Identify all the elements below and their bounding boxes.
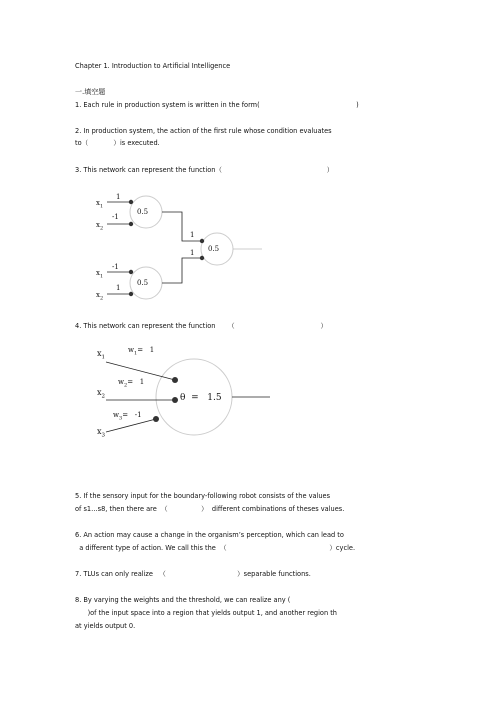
question-1: 1. Each rule in production system is written in the form( ) — [75, 101, 359, 109]
question-8-line-2: )of the input space into a region that yields output 1, and another region th — [75, 609, 337, 617]
weight-bottom-1: -1 — [112, 263, 119, 271]
input-x2-top: $x_2$ — [96, 221, 104, 232]
weight-w2: $w_2= 1$ — [118, 378, 145, 389]
question-6-line-1: 6. An action may cause a change in the organism’s perception, which can lead to — [75, 531, 344, 539]
threshold-bottom: 0.5 — [137, 279, 149, 287]
threshold-output: 0.5 — [208, 245, 220, 253]
input-x1-top: $x_1$ — [96, 199, 104, 210]
input-x2-bottom: $x_2$ — [96, 291, 104, 302]
question-2-line-1: 2. In production system, the action of the first rule whose condition evaluates — [75, 127, 332, 135]
weight-output-2: 1 — [190, 249, 195, 257]
weight-w1: $w_1= 1$ — [128, 346, 155, 357]
question-2-line-2: to（ ）is executed. — [75, 139, 160, 147]
weight-output-1: 1 — [190, 231, 195, 239]
question-8-line-1: 8. By varying the weights and the threshold, we can realize any ( — [75, 596, 291, 604]
question-7: 7. TLUs can only realize （ ）separable functions. — [75, 570, 311, 578]
weight-top-1: 1 — [116, 193, 121, 201]
question-6-line-2: a different type of action. We call this the （ ）cycle. — [75, 544, 356, 552]
input-x3: $x_3$ — [97, 427, 106, 439]
input-x2: $x_2$ — [97, 388, 106, 400]
weight-bottom-2: 1 — [116, 284, 121, 292]
input-x1: $x_1$ — [97, 349, 106, 361]
question-3: 3. This network can represent the function（ ） — [75, 166, 334, 174]
question-8-line-3: at yields output 0. — [75, 622, 136, 630]
threshold-theta: θ = 1.5 — [180, 393, 222, 403]
threshold-top: 0.5 — [137, 208, 149, 216]
question-5-line-2: of s1…s8, then there are （ ） different combinations of theses values. — [75, 505, 345, 513]
weight-w3: $w_3= -1$ — [113, 411, 142, 422]
input-x1-bottom: $x_1$ — [96, 269, 104, 280]
question-4: 4. This network can represent the function （ ） — [75, 322, 328, 330]
weight-top-2: -1 — [112, 213, 119, 221]
question-5-line-1: 5. If the sensory input for the boundary-following robot consists of the values — [75, 492, 331, 500]
chapter-title: Chapter 1. Introduction to Artificial Intelligence — [75, 62, 231, 70]
section-heading: 一.填空题 — [75, 88, 106, 96]
